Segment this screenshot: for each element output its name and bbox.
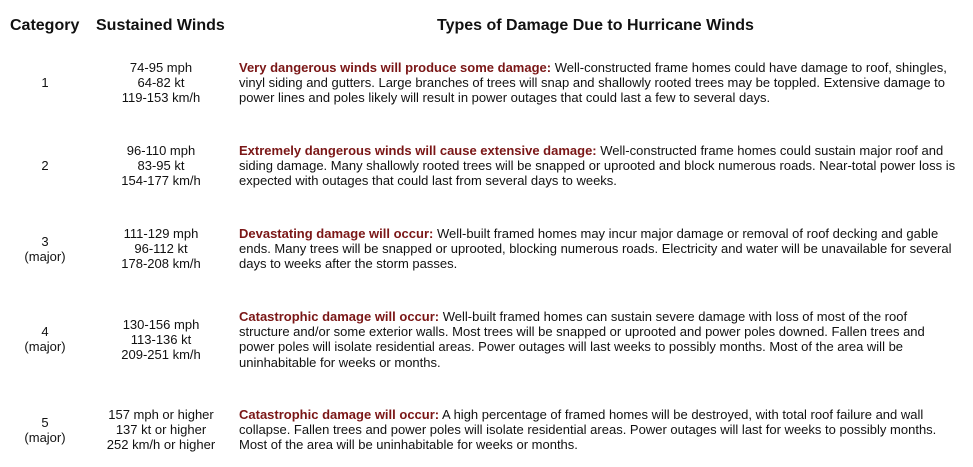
wind-speed-kmh: 154-177 km/h xyxy=(121,173,201,188)
sustained-winds-header: Sustained Winds xyxy=(96,17,225,34)
category-number: 1 xyxy=(41,75,49,90)
major-label: (major) xyxy=(24,339,66,354)
damage-lead: Extremely dangerous winds will cause extensive damage: xyxy=(239,143,597,158)
sustained-winds-cell xyxy=(92,317,230,362)
damage-text: Well-built framed homes may incur major damage or removal of roof decking and gable ends. Many trees will be snapped or uprooted, blocking numerous roads. Electricity and water will be unavailable for several days to weeks after the storm passes. xyxy=(239,226,952,272)
damage-text: Well-built framed homes can sustain severe damage with loss of most of the roof structure and/or some exterior walls. Most trees will be snapped or uprooted and power poles downed. Fallen trees and power poles will isolate residential areas. Power outages will last weeks to possibly months. Most of the area will be uninhabitable for weeks or months. xyxy=(239,309,925,370)
category-number: 4 xyxy=(41,324,49,339)
damage-types-header: Types of Damage Due to Hurricane Winds xyxy=(437,17,754,34)
wind-speed-kt: 64-82 kt xyxy=(137,75,185,90)
category-cell xyxy=(9,234,81,264)
wind-speed-kmh: 178-208 km/h xyxy=(121,256,201,271)
sustained-winds-cell xyxy=(92,226,230,271)
damage-description xyxy=(239,226,961,272)
wind-speed-kt: 137 kt or higher xyxy=(115,422,207,437)
wind-speed-kt: 113-136 kt xyxy=(130,332,192,347)
wind-speed-kmh: 119-153 km/h xyxy=(121,90,201,105)
damage-description xyxy=(239,407,961,453)
category-header: Category xyxy=(10,17,80,34)
category-cell xyxy=(9,324,81,354)
damage-text: Well-constructed frame homes could have damage to roof, shingles, vinyl siding and gutters. Large branches of trees will snap and shallowly rooted trees may be toppled. Extensive damage to power lines and poles likely will result in power outages that could last a few to several days. xyxy=(239,60,947,106)
damage-description xyxy=(239,143,961,189)
sustained-winds-cell xyxy=(92,60,230,105)
category-cell xyxy=(9,75,81,90)
sustained-winds-cell xyxy=(92,143,230,188)
category-number: 5 xyxy=(41,415,49,430)
wind-speed-mph: 157 mph or higher xyxy=(108,407,214,422)
wind-speed-mph: 111-129 mph xyxy=(123,226,199,241)
damage-lead: Catastrophic damage will occur: xyxy=(239,407,440,422)
category-number: 2 xyxy=(41,158,49,173)
category-cell xyxy=(9,158,81,173)
damage-description xyxy=(239,309,961,370)
wind-speed-mph: 96-110 mph xyxy=(126,143,196,158)
damage-text: Well-constructed frame homes could sustain major roof and siding damage. Many shallowly rooted trees will be snapped or uprooted and block numerous roads. Near-total power loss is expected with outages that could last from several days to weeks. xyxy=(239,143,956,189)
damage-text: A high percentage of framed homes will be destroyed, with total roof failure and wall collapse. Fallen trees and power poles will isolate residential areas. Power outages will last for weeks to possibly months. Most of the area will be uninhabitable for weeks or months. xyxy=(239,407,937,453)
category-cell xyxy=(9,415,81,445)
damage-lead: Devastating damage will occur: xyxy=(239,226,434,241)
wind-speed-kt: 83-95 kt xyxy=(137,158,185,173)
wind-speed-mph: 130-156 mph xyxy=(122,317,200,332)
category-number: 3 xyxy=(41,234,49,249)
major-label: (major) xyxy=(24,430,66,445)
wind-speed-kt: 96-112 kt xyxy=(134,241,188,256)
damage-lead: Very dangerous winds will produce some damage: xyxy=(239,60,552,75)
wind-speed-kmh: 209-251 km/h xyxy=(121,347,201,362)
wind-speed-kmh: 252 km/h or higher xyxy=(106,437,216,452)
wind-speed-mph: 74-95 mph xyxy=(129,60,193,75)
damage-lead: Catastrophic damage will occur: xyxy=(239,309,440,324)
sustained-winds-cell xyxy=(92,407,230,452)
damage-description xyxy=(239,60,961,106)
major-label: (major) xyxy=(24,249,66,264)
